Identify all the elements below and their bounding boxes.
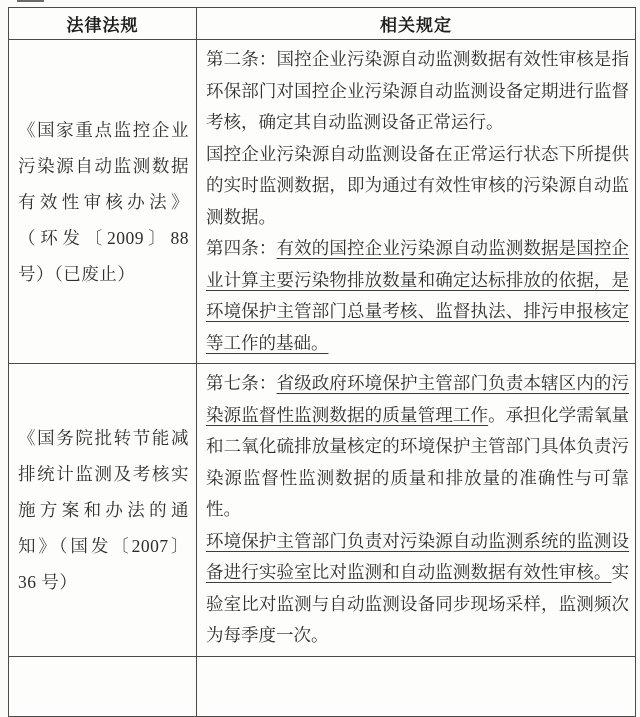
table-row <box>9 656 636 716</box>
table-row <box>9 364 636 657</box>
law-title-cell: 《国务院批转节能减排统计监测及考核实施方案和办法的通知》（国发〔2007〕36 号） <box>9 364 197 657</box>
regulations-table <box>8 7 636 717</box>
provision-paragraph <box>206 526 629 652</box>
underlined-provision-text: 有效的国控企业污染源自动监测数据是国控企业计算主要污染物排放数量和确定达标排放的依据，是环境保护主管部门总量考核、监督执法、排污申报核定等工作的基础。 <box>206 238 630 353</box>
header-law-column: 法律法规 <box>9 8 197 40</box>
provisions-cell <box>197 40 636 364</box>
provision-text: 第二条：国控企业污染源自动监测数据有效性审核是指环保部门对国控企业污染源自动监测设备定期进行监督考核，确定其自动监测设备正常运行。 <box>206 49 629 132</box>
law-title-cell <box>9 656 197 716</box>
provision-text: 第七条： <box>206 373 277 393</box>
provision-paragraph <box>206 233 629 359</box>
header-row <box>9 8 636 40</box>
table-body <box>9 40 636 717</box>
photo-crop-artifact <box>17 0 44 2</box>
provision-text: 国控企业污染源自动监测设备在正常运行状态下所提供的实时监测数据，即为通过有效性审核的污染源自动监测数据。 <box>206 143 629 227</box>
provision-paragraph <box>206 139 629 234</box>
law-title-cell: 《国家重点监控企业污染源自动监测数据有效性审核办法》（环发〔2009〕88 号）（已废止） <box>9 40 197 364</box>
provisions-cell <box>197 656 636 716</box>
provision-paragraph <box>206 368 629 526</box>
header-provisions-column: 相关规定 <box>197 8 636 40</box>
table-header <box>9 8 636 40</box>
provision-text: 第四条： <box>206 238 277 258</box>
provision-paragraph <box>206 44 629 139</box>
underlined-provision-text: 环境保护主管部门负责对污染源自动监测系统的监测设备进行实验室比对监测和自动监测数据有效性审核。 <box>206 530 629 582</box>
provisions-cell <box>197 364 636 657</box>
provision-text: 实验室比对监测与自动监测设备同步现场采样，监测频次为每季度一次。 <box>206 562 629 645</box>
underlined-provision-text: 省级政府环境保护主管部门负责本辖区内的污染源监督性监测数据的质量管理工作 <box>206 373 630 425</box>
provision-text: 。承担化学需氧量和二氧化硫排放量核定的环境保护主管部门具体负责污染源监督性监测数据的质量和排放量的准确性与可靠性。 <box>206 404 630 519</box>
table-row <box>9 40 636 364</box>
